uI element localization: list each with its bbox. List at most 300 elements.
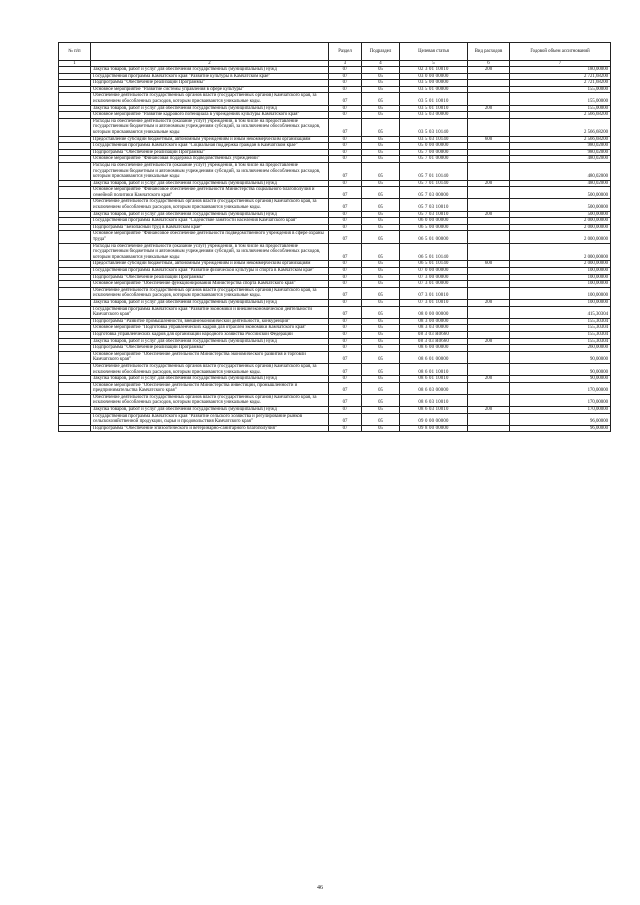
row-type-cell — [468, 287, 510, 299]
row-name-cell: Основное мероприятие "Развитие системы управления в сфере культуры" — [91, 86, 329, 93]
row-code-cell: 08 3 03 R0660 — [400, 331, 468, 338]
row-num-cell — [59, 325, 91, 332]
row-type-cell: 200 — [468, 67, 510, 74]
row-num-cell — [59, 187, 91, 199]
row-type-cell — [468, 199, 510, 211]
row-subsection-cell: 05 — [362, 231, 400, 243]
row-code-cell: 08 3 03 00000 — [400, 325, 468, 332]
row-sum-cell: 155,00000 — [510, 105, 611, 112]
row-type-cell: 200 — [468, 180, 510, 187]
row-num-cell — [59, 299, 91, 306]
row-section-cell: 07 — [329, 306, 362, 318]
table-row — [59, 268, 611, 275]
row-section-cell: 07 — [329, 376, 362, 383]
table-row — [59, 149, 611, 156]
row-name-cell: Закупка товаров, работ и услуг для обеспечения государственных (муниципальных) нужд — [91, 211, 329, 218]
row-type-cell — [468, 306, 510, 318]
row-num-cell — [59, 363, 91, 375]
row-code-cell: 08 6 03 10010 — [400, 394, 468, 406]
row-section-cell: 07 — [329, 67, 362, 74]
row-section-cell: 07 — [329, 268, 362, 275]
row-sum-cell: 2 721,68200 — [510, 80, 611, 87]
index-cell: 6 — [468, 61, 510, 67]
row-num-cell — [59, 118, 91, 136]
row-section-cell: 07 — [329, 281, 362, 288]
table-row — [59, 162, 611, 180]
row-code-cell: 05 7 01 00000 — [400, 156, 468, 163]
row-name-cell: Предоставление субсидий бюджетным, автономным учреждениям и иным некоммерческим организациям — [91, 136, 329, 143]
row-sum-cell: 155,30304 — [510, 318, 611, 325]
table-row — [59, 143, 611, 150]
row-section-cell: 07 — [329, 218, 362, 225]
table-row — [59, 93, 611, 105]
row-subsection-cell: 05 — [362, 268, 400, 275]
row-section-cell: 07 — [329, 143, 362, 150]
table-body — [59, 67, 611, 432]
row-code-cell: 03 0 00 00000 — [400, 73, 468, 80]
row-code-cell: 07 3 01 00000 — [400, 281, 468, 288]
row-code-cell: 09 8 00 00000 — [400, 425, 468, 432]
row-type-cell — [468, 363, 510, 375]
row-name-cell: Предоставление субсидий бюджетным, автономным учреждениям и иным некоммерческим организациям — [91, 261, 329, 268]
row-name-cell: Основное мероприятие "Финансовая поддержка подведомственных учреждений" — [91, 156, 329, 163]
budget-allocation-table — [58, 42, 611, 432]
row-num-cell — [59, 318, 91, 325]
row-num-cell — [59, 211, 91, 218]
row-name-cell: Подпрограмма "Безопасный труд в Камчатском крае" — [91, 224, 329, 231]
row-code-cell: 05 0 00 00000 — [400, 143, 468, 150]
table-row — [59, 73, 611, 80]
row-num-cell — [59, 67, 91, 74]
row-sum-cell: 480,02000 — [510, 156, 611, 163]
table-row — [59, 306, 611, 318]
row-sum-cell: 90,00000 — [510, 376, 611, 383]
header-type: Вид расходов — [468, 43, 510, 61]
row-section-cell: 07 — [329, 351, 362, 363]
row-name-cell: Подпрограмма "Обеспечение реализации Программы" — [91, 149, 329, 156]
row-code-cell: 08 6 01 10010 — [400, 376, 468, 383]
row-subsection-cell: 05 — [362, 199, 400, 211]
table-row — [59, 287, 611, 299]
row-section-cell: 07 — [329, 394, 362, 406]
row-section-cell: 07 — [329, 224, 362, 231]
header-section: Раздел — [329, 43, 362, 61]
row-code-cell: 03 5 03 10140 — [400, 136, 468, 143]
row-type-cell — [468, 274, 510, 281]
header-subsection: Подраздел — [362, 43, 400, 61]
row-code-cell: 06 0 00 00000 — [400, 218, 468, 225]
row-subsection-cell: 05 — [362, 211, 400, 218]
row-type-cell — [468, 243, 510, 261]
row-name-cell: Расходы на обеспечение деятельности (оказание услуг) учреждений, в том числе на предоставление государственным бюджетным и автономным учреждениям субсидий, за исключением обособленных расходов, которым присваиваются уникальные коды — [91, 162, 329, 180]
row-code-cell: 05 7 00 00000 — [400, 149, 468, 156]
row-name-cell: Подпрограмма "Развитие промышленности, внешнеэкономической деятельности, конкуренции" — [91, 318, 329, 325]
row-type-cell — [468, 345, 510, 352]
table-row — [59, 80, 611, 87]
row-type-cell: 600 — [468, 136, 510, 143]
row-sum-cell: 480,02000 — [510, 162, 611, 180]
row-type-cell: 200 — [468, 338, 510, 345]
row-name-cell: Основное мероприятие "Развитие кадрового потенциала в учреждениях культуры Камчатского края" — [91, 112, 329, 119]
row-subsection-cell: 05 — [362, 376, 400, 383]
row-section-cell: 07 — [329, 345, 362, 352]
row-section-cell: 07 — [329, 199, 362, 211]
row-name-cell: Основное мероприятие "Финансовое обеспечение деятельности подведомственного учреждения в сфере охраны труда" — [91, 231, 329, 243]
row-section-cell: 07 — [329, 187, 362, 199]
row-subsection-cell: 05 — [362, 338, 400, 345]
row-code-cell: 03 5 01 10010 — [400, 105, 468, 112]
row-name-cell: Обеспечение деятельности государственных органов власти (государственных органов) Камчатского края, за исключением обособленных расходов, которым присваиваются уникальные коды. — [91, 394, 329, 406]
table-row — [59, 243, 611, 261]
table-row — [59, 281, 611, 288]
row-num-cell — [59, 143, 91, 150]
row-section-cell: 07 — [329, 149, 362, 156]
row-num-cell — [59, 162, 91, 180]
row-type-cell — [468, 318, 510, 325]
table-row — [59, 413, 611, 425]
row-subsection-cell: 05 — [362, 261, 400, 268]
row-section-cell: 07 — [329, 363, 362, 375]
row-section-cell: 07 — [329, 136, 362, 143]
table-row — [59, 299, 611, 306]
index-cell: 7 — [510, 61, 611, 67]
row-sum-cell: 155,30304 — [510, 325, 611, 332]
row-sum-cell: 170,00000 — [510, 394, 611, 406]
row-subsection-cell: 05 — [362, 394, 400, 406]
row-subsection-cell: 05 — [362, 325, 400, 332]
row-type-cell — [468, 149, 510, 156]
row-num-cell — [59, 306, 91, 318]
row-num-cell — [59, 105, 91, 112]
row-sum-cell: 100,00000 — [510, 299, 611, 306]
row-name-cell: Государственная программа Камчатского края "Содействие занятости населения Камчатского края" — [91, 218, 329, 225]
row-type-cell — [468, 112, 510, 119]
table-row — [59, 118, 611, 136]
row-sum-cell: 155,00000 — [510, 93, 611, 105]
row-section-cell: 07 — [329, 331, 362, 338]
table-row — [59, 376, 611, 383]
row-type-cell — [468, 268, 510, 275]
row-num-cell — [59, 331, 91, 338]
row-num-cell — [59, 86, 91, 93]
row-num-cell — [59, 224, 91, 231]
row-name-cell: Подпрограмма "Обеспечение реализации Программы" — [91, 274, 329, 281]
index-cell: 5 — [400, 61, 468, 67]
row-num-cell — [59, 338, 91, 345]
row-code-cell: 08 6 01 00000 — [400, 351, 468, 363]
row-section-cell: 07 — [329, 80, 362, 87]
row-name-cell: Государственная программа Камчатского края "Развитие сельского хозяйства и регулирование рынков сельскохозяйственной продукции, сырья и продовольствия Камчатского края" — [91, 413, 329, 425]
row-type-cell — [468, 73, 510, 80]
row-subsection-cell: 05 — [362, 156, 400, 163]
row-name-cell: Основное мероприятие "Обеспечение деятельности Министерства инвестиций, промышленности и предпринимательства Камчатского края" — [91, 382, 329, 394]
row-num-cell — [59, 351, 91, 363]
row-name-cell: Государственная программа Камчатского края "Социальная поддержка граждан в Камчатском крае" — [91, 143, 329, 150]
row-section-cell: 07 — [329, 413, 362, 425]
row-section-cell: 07 — [329, 180, 362, 187]
row-name-cell: Закупка товаров, работ и услуг для обеспечения государственных (муниципальных) нужд — [91, 67, 329, 74]
row-code-cell: 07 0 00 00000 — [400, 268, 468, 275]
row-section-cell: 07 — [329, 243, 362, 261]
row-section-cell: 07 — [329, 382, 362, 394]
row-num-cell — [59, 136, 91, 143]
row-type-cell — [468, 351, 510, 363]
row-sum-cell: 980,02000 — [510, 149, 611, 156]
row-num-cell — [59, 382, 91, 394]
row-type-cell: 200 — [468, 407, 510, 414]
row-section-cell: 07 — [329, 86, 362, 93]
table-row — [59, 86, 611, 93]
row-code-cell: 03 5 01 00000 — [400, 86, 468, 93]
row-type-cell — [468, 425, 510, 432]
row-code-cell: 06 5 01 00000 — [400, 231, 468, 243]
row-code-cell: 06 5 01 10140 — [400, 261, 468, 268]
row-sum-cell: 500,00000 — [510, 211, 611, 218]
row-sum-cell: 100,00000 — [510, 281, 611, 288]
index-cell: 3 — [329, 61, 362, 67]
header-num: № п/п — [59, 43, 91, 61]
row-sum-cell: 155,30304 — [510, 338, 611, 345]
row-num-cell — [59, 218, 91, 225]
row-subsection-cell: 05 — [362, 345, 400, 352]
row-num-cell — [59, 156, 91, 163]
row-code-cell: 08 6 00 00000 — [400, 345, 468, 352]
row-type-cell: 200 — [468, 105, 510, 112]
table-header-row — [59, 43, 611, 61]
row-sum-cell: 96,00000 — [510, 413, 611, 425]
index-cell: 1 — [59, 61, 91, 67]
row-type-cell — [468, 86, 510, 93]
row-code-cell: 08 6 03 00000 — [400, 382, 468, 394]
row-code-cell: 06 5 01 10140 — [400, 243, 468, 261]
row-sum-cell: 2 000,00000 — [510, 231, 611, 243]
row-code-cell: 05 7 01 10140 — [400, 180, 468, 187]
row-type-cell — [468, 413, 510, 425]
row-num-cell — [59, 180, 91, 187]
row-subsection-cell: 05 — [362, 112, 400, 119]
row-type-cell — [468, 118, 510, 136]
row-name-cell: Обеспечение деятельности государственных органов власти (государственных органов) Камчатского края, за исключением обособленных расходов, которым присваиваются уникальные коды. — [91, 199, 329, 211]
row-num-cell — [59, 80, 91, 87]
table-row — [59, 261, 611, 268]
table-row — [59, 345, 611, 352]
row-subsection-cell: 05 — [362, 331, 400, 338]
row-type-cell — [468, 382, 510, 394]
row-code-cell: 08 0 00 00000 — [400, 306, 468, 318]
row-subsection-cell: 05 — [362, 363, 400, 375]
row-code-cell: 03 5 03 00000 — [400, 112, 468, 119]
row-sum-cell: 100,00000 — [510, 274, 611, 281]
row-sum-cell: 500,00000 — [510, 187, 611, 199]
row-name-cell: Государственная программа Камчатского края "Развитие культуры в Камчатском крае" — [91, 73, 329, 80]
row-code-cell: 03 5 01 10010 — [400, 93, 468, 105]
row-section-cell: 07 — [329, 231, 362, 243]
row-subsection-cell: 05 — [362, 243, 400, 261]
row-name-cell: Обеспечение деятельности государственных органов власти (государственных органов) Камчатского края, за исключением обособленных расходов, которым присваиваются уникальные коды. — [91, 287, 329, 299]
table-row — [59, 211, 611, 218]
row-num-cell — [59, 243, 91, 261]
header-name — [91, 43, 329, 61]
row-type-cell — [468, 162, 510, 180]
table-row — [59, 105, 611, 112]
page-number: 46 — [317, 885, 323, 891]
row-num-cell — [59, 199, 91, 211]
row-num-cell — [59, 281, 91, 288]
row-subsection-cell: 05 — [362, 306, 400, 318]
row-section-cell: 07 — [329, 261, 362, 268]
row-section-cell: 07 — [329, 112, 362, 119]
row-subsection-cell: 05 — [362, 425, 400, 432]
row-subsection-cell: 05 — [362, 274, 400, 281]
row-code-cell: 05 7 03 00000 — [400, 187, 468, 199]
row-sum-cell: 180,00000 — [510, 67, 611, 74]
row-code-cell: 08 3 00 00000 — [400, 318, 468, 325]
row-sum-cell: 100,00000 — [510, 268, 611, 275]
row-num-cell — [59, 425, 91, 432]
row-sum-cell: 500,00000 — [510, 199, 611, 211]
row-sum-cell: 2 566,68200 — [510, 112, 611, 119]
row-subsection-cell: 05 — [362, 73, 400, 80]
row-sum-cell: 480,02000 — [510, 180, 611, 187]
row-name-cell: Обеспечение деятельности государственных органов власти (государственных органов) Камчатского края, за исключением обособленных расходов, которым присваиваются уникальные коды. — [91, 93, 329, 105]
row-sum-cell: 2 000,00000 — [510, 218, 611, 225]
table-row — [59, 112, 611, 119]
table-row — [59, 325, 611, 332]
row-subsection-cell: 05 — [362, 180, 400, 187]
row-sum-cell: 96,00000 — [510, 425, 611, 432]
row-subsection-cell: 05 — [362, 287, 400, 299]
row-code-cell: 08 6 01 10010 — [400, 363, 468, 375]
row-sum-cell: 2 000,00000 — [510, 224, 611, 231]
row-num-cell — [59, 287, 91, 299]
row-sum-cell: 260,00000 — [510, 345, 611, 352]
row-name-cell: Расходы на обеспечение деятельности (оказание услуг) учреждений, в том числе на предоставление государственным бюджетным и автономным учреждениям субсидий, за исключением обособленных расходов, которым присваиваются уникальные коды — [91, 118, 329, 136]
row-type-cell — [468, 143, 510, 150]
row-type-cell — [468, 281, 510, 288]
row-code-cell: 05 7 03 10010 — [400, 211, 468, 218]
row-code-cell: 08 6 03 10010 — [400, 407, 468, 414]
row-sum-cell: 170,00000 — [510, 382, 611, 394]
table-row — [59, 224, 611, 231]
row-sum-cell: 170,00000 — [510, 407, 611, 414]
row-code-cell: 02 3 01 10010 — [400, 67, 468, 74]
row-type-cell — [468, 80, 510, 87]
table-row — [59, 331, 611, 338]
row-type-cell: 200 — [468, 299, 510, 306]
row-subsection-cell: 05 — [362, 149, 400, 156]
row-type-cell: 200 — [468, 211, 510, 218]
row-num-cell — [59, 73, 91, 80]
row-subsection-cell: 05 — [362, 136, 400, 143]
row-section-cell: 07 — [329, 211, 362, 218]
table-row — [59, 351, 611, 363]
row-name-cell: Основное мероприятие "Обеспечение деятельности Министерства экономического развития и торговли Камчатского края" — [91, 351, 329, 363]
table-row — [59, 199, 611, 211]
table-row — [59, 156, 611, 163]
row-subsection-cell: 05 — [362, 407, 400, 414]
row-code-cell: 08 3 03 R0660 — [400, 338, 468, 345]
row-type-cell — [468, 218, 510, 225]
row-sum-cell: 2 000,00000 — [510, 243, 611, 261]
row-subsection-cell: 05 — [362, 86, 400, 93]
row-section-cell: 07 — [329, 93, 362, 105]
row-num-cell — [59, 394, 91, 406]
row-sum-cell: 2 000,00000 — [510, 261, 611, 268]
row-subsection-cell: 05 — [362, 105, 400, 112]
row-type-cell — [468, 331, 510, 338]
table-row — [59, 394, 611, 406]
table-row — [59, 218, 611, 225]
row-subsection-cell: 05 — [362, 299, 400, 306]
row-type-cell — [468, 187, 510, 199]
row-code-cell: 07 3 01 10010 — [400, 287, 468, 299]
row-name-cell: Закупка товаров, работ и услуг для обеспечения государственных (муниципальных) нужд — [91, 338, 329, 345]
table-row — [59, 231, 611, 243]
table-row — [59, 425, 611, 432]
row-section-cell: 07 — [329, 287, 362, 299]
row-subsection-cell: 05 — [362, 93, 400, 105]
row-section-cell: 07 — [329, 425, 362, 432]
row-code-cell: 09 0 00 00000 — [400, 413, 468, 425]
row-num-cell — [59, 268, 91, 275]
row-code-cell: 05 7 01 10140 — [400, 162, 468, 180]
row-sum-cell: 415,30304 — [510, 306, 611, 318]
row-section-cell: 07 — [329, 162, 362, 180]
row-code-cell: 05 7 03 10010 — [400, 199, 468, 211]
row-name-cell: Подпрограмма "Обеспечение реализации Программы" — [91, 80, 329, 87]
header-code: Целевая статья — [400, 43, 468, 61]
row-num-cell — [59, 413, 91, 425]
row-code-cell: 07 3 00 00000 — [400, 274, 468, 281]
row-num-cell — [59, 261, 91, 268]
row-section-cell: 07 — [329, 156, 362, 163]
row-type-cell — [468, 93, 510, 105]
row-type-cell: 200 — [468, 376, 510, 383]
table-row — [59, 338, 611, 345]
row-type-cell — [468, 394, 510, 406]
row-sum-cell: 155,30304 — [510, 331, 611, 338]
row-subsection-cell: 05 — [362, 351, 400, 363]
row-num-cell — [59, 407, 91, 414]
row-section-cell: 07 — [329, 73, 362, 80]
table-row — [59, 407, 611, 414]
row-subsection-cell: 05 — [362, 413, 400, 425]
row-subsection-cell: 05 — [362, 162, 400, 180]
row-subsection-cell: 05 — [362, 218, 400, 225]
row-name-cell: Государственная программа Камчатского края "Развитие физической культуры и спорта в Камчатском крае" — [91, 268, 329, 275]
row-sum-cell: 90,00000 — [510, 351, 611, 363]
row-num-cell — [59, 376, 91, 383]
row-sum-cell: 155,00000 — [510, 86, 611, 93]
row-section-cell: 07 — [329, 338, 362, 345]
table-row — [59, 187, 611, 199]
row-num-cell — [59, 345, 91, 352]
row-code-cell: 03 5 00 00000 — [400, 80, 468, 87]
row-name-cell: Подпрограмма "Обеспечение реализации Программы" — [91, 345, 329, 352]
row-section-cell: 07 — [329, 299, 362, 306]
table-row — [59, 180, 611, 187]
table-row — [59, 363, 611, 375]
table-row — [59, 136, 611, 143]
row-section-cell: 07 — [329, 407, 362, 414]
row-num-cell — [59, 231, 91, 243]
row-subsection-cell: 05 — [362, 318, 400, 325]
row-code-cell: 06 5 00 00000 — [400, 224, 468, 231]
row-name-cell: Закупка товаров, работ и услуг для обеспечения государственных (муниципальных) нужд — [91, 180, 329, 187]
table-row — [59, 274, 611, 281]
row-sum-cell: 2 566,68200 — [510, 136, 611, 143]
row-name-cell: Обеспечение деятельности государственных органов власти (государственных органов) Камчатского края, за исключением обособленных расходов, которым присваиваются уникальные коды. — [91, 363, 329, 375]
